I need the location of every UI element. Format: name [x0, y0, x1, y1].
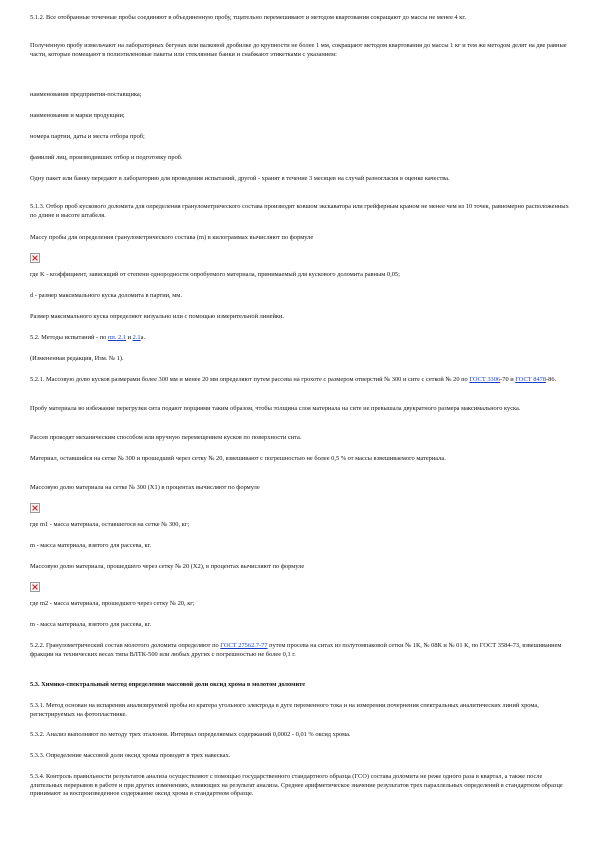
paragraph: где m2 - масса материала, прошедшего через сетку № 20, кг;: [30, 600, 195, 607]
paragraph: (Измененная редакция, Изм. № 1).: [30, 355, 124, 362]
link-gost-3306[interactable]: ГОСТ 3306: [469, 376, 501, 383]
paragraph: фамилий лиц, производивших отбор и подготовку проб.: [30, 154, 183, 161]
paragraph: 5.1.2. Все отобранные точечные пробы соединяют в объединенную пробу, тщательно перемешивают и методом квартования сокращают до массы не менее 4 кг.: [30, 14, 466, 21]
paragraph: m - масса материала, взятого для рассева, кг.: [30, 621, 152, 628]
paragraph: наименования предприятия-поставщика;: [30, 91, 142, 98]
paragraph: 5.3.1. Метод основан на испарении анализируемой пробы из кратера угольного электрода в дуге переменного тока и на измерении почернения спектральных аналитических линий хрома, регистрируемых на фотопластинке.: [30, 702, 539, 718]
paragraph-methods: [30, 334, 570, 343]
paragraph-with-links: 5.2.1. Массовую долю кусков размерами более 300 мм и менее 20 мм определяют путем рассева на грохоте с размером отверстий № 300 и сите с сеткой № 20 по ГОСТ 3306-70 и ГОСТ 8478-86.: [30, 376, 557, 383]
section-heading: 5.3. Химико-спектральный метод определения массовой доли оксид хрома в молотом доломите: [30, 681, 306, 688]
paragraph: Пробу материала во избежание перегрузки сита подают порциями таким образом, чтобы толщина слоя материала на сите не превышала двукратного размера максимального куска.: [30, 405, 521, 412]
paragraph: m - масса материала, взятого для рассева, кг.: [30, 542, 152, 549]
broken-image-icon: [30, 253, 40, 263]
paragraph: Массу пробы для определения гранулометрического состава (m) в килограммах вычисляют по формуле: [30, 234, 314, 241]
text: и: [126, 334, 133, 341]
text: 5.2. Методы испытаний - по: [30, 334, 108, 341]
broken-image-icon: [30, 503, 40, 513]
paragraph: Материал, оставшийся на сетке № 300 и прошедший через сетку № 20, взвешивают с погрешностью не более 0,5 % от массы взвешиваемого материала.: [30, 455, 446, 462]
paragraph: 5.3.3. Определение массовой доли оксид хрома проводят в трех навесках.: [30, 752, 231, 759]
paragraph: Рассев проводят механическим способом или вручную перемещением кусков по поверхности сита.: [30, 434, 302, 441]
paragraph: номера партии, даты и места отбора проб;: [30, 133, 145, 140]
link-section-2-1a[interactable]: 2.1: [132, 334, 141, 341]
link-gost-27562[interactable]: ГОСТ 27562.7-77: [220, 642, 268, 649]
paragraph: наименования и марки продукции;: [30, 112, 125, 119]
link-gost-8478[interactable]: ГОСТ 8478: [515, 376, 547, 383]
paragraph: d - размер максимального куска доломита в партии, мм.: [30, 292, 182, 299]
paragraph: 5.3.4. Контроль правильности результатов анализа осуществляют с помощью государственного стандартного образца (ГСО) состава доломита не реже одного раза в квартал, а также после длительных перерывов в работе и при других изменениях, влияющих на результат анализа. Среднее арифметическое значение результатов трех параллельных определений в стандартном образце принимают за воспроизведенное содержание оксид хрома в стандартном образце.: [30, 773, 563, 798]
paragraph: 5.1.3. Отбор проб кускового доломита для определения гранулометрического состава производят ковшом экскаватора или грейферным краном не менее чем из 10 точек, равномерно расположенных по длине и высоте штабеля.: [30, 203, 569, 219]
broken-image-icon: [30, 582, 40, 592]
paragraph: Массовую долю материала на сетке № 300 (X1) в процентах вычисляют по формуле: [30, 484, 260, 491]
paragraph: где K - коэффициент, зависящий от степени однородности опробуемого материала, принимаемый для кускового доломита равным 0,05;: [30, 271, 400, 278]
text: а.: [140, 334, 146, 341]
paragraph: 5.3.2. Анализ выполняют по методу трех эталонов. Интервал определяемых содержаний 0,0002 - 0,01 % оксид хрома.: [30, 731, 351, 738]
paragraph: Полученную пробу измельчают на лабораторных бегунах или валковой дробилке до крупности не более 1 мм, сокращают методом квартования до массы 1 кг и тем же методом делят на две равные части, которые помещают в полиэтиленовые пакеты или стеклянные банки и снабжают этикетками с указанием:: [30, 42, 567, 58]
paragraph: Размер максимального куска определяют визуально или с помощью измерительной линейки.: [30, 313, 285, 320]
paragraph: Массовую долю материала, прошедшего через сетку № 20 (X2), в процентах вычисляют по формуле: [30, 563, 305, 570]
paragraph: где m1 - масса материала, оставшегося на сетке № 300, кг;: [30, 521, 190, 528]
paragraph-with-links: 5.2.2. Гранулометрический состав молотого доломита определяют по ГОСТ 27562.7-77 путем просева на ситах из полутомпаковой сетки № 1К, № 08К и № 01 К, по ГОСТ 3584-73, взвешиванием фракции на технических весах типа ВЛТК-500 или любых других с погрешностью не более 0,1 г.: [30, 642, 562, 658]
link-section-2-1[interactable]: пп. 2.1: [107, 334, 126, 341]
paragraph: Одну пакет или банку передают в лабораторию для проведения испытаний, другой - хранят в течение 3 месяцев на случай разногласия в оценке качества.: [30, 175, 450, 182]
